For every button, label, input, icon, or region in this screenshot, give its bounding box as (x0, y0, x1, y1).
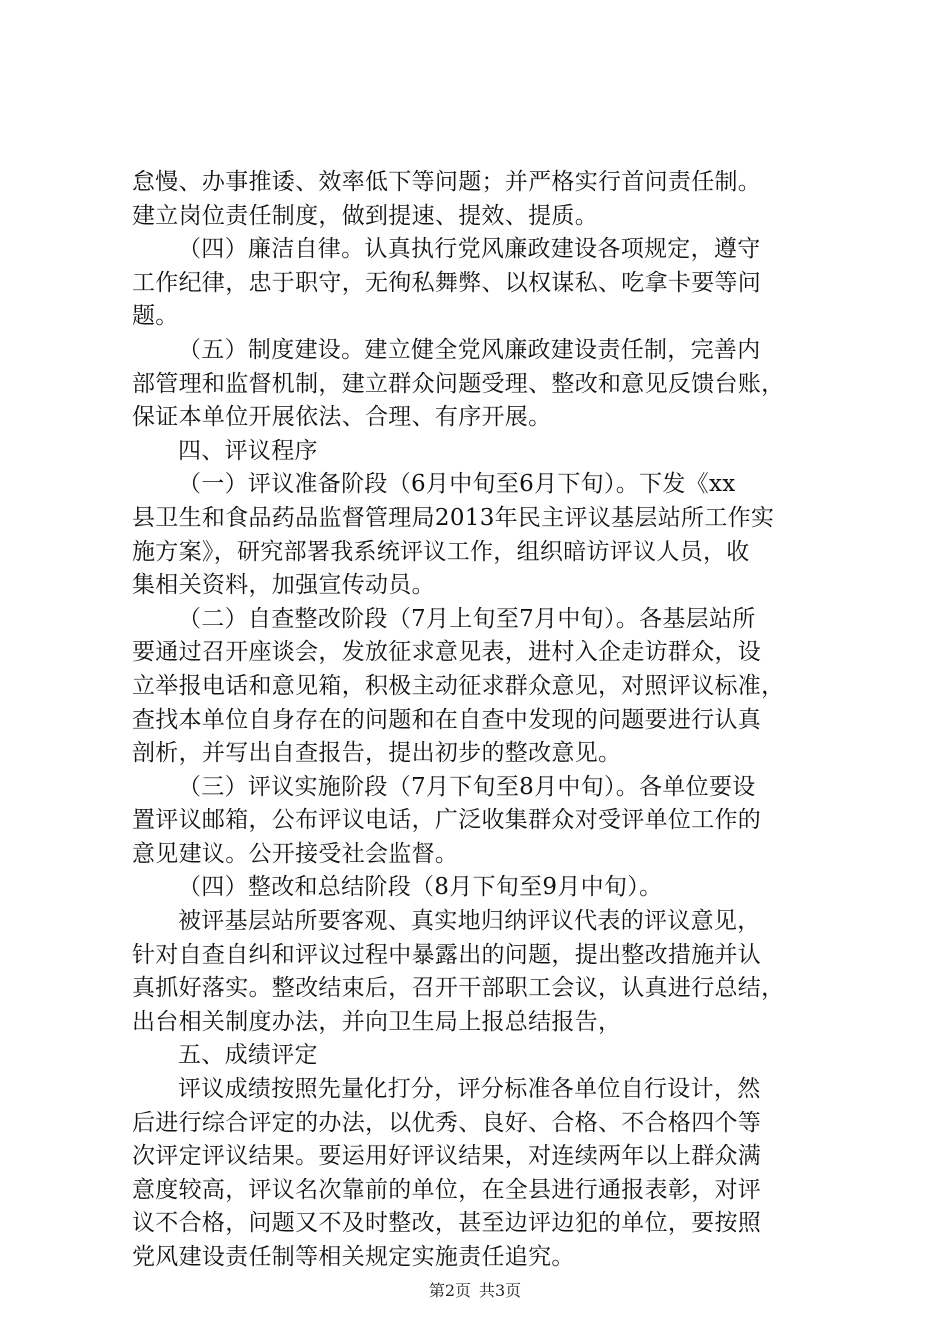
text-line: 剖析，并写出自查报告，提出初步的整改意见。 (132, 740, 622, 767)
text-line: 议不合格，问题又不及时整改，甚至边评边犯的单位，要按照 (132, 1210, 762, 1237)
page-total: 共3页 (479, 1281, 522, 1300)
text-line: 保证本单位开展依法、合理、有序开展。 (132, 404, 552, 431)
text-line: 置评议邮箱，公布评议电话，广泛收集群众对受评单位工作的 (132, 807, 762, 834)
text-line: 党风建设责任制等相关规定实施责任追究。 (132, 1244, 575, 1270)
section-heading: 五、成绩评定 (178, 1042, 318, 1069)
text-line: 要通过召开座谈会，发放征求意见表，进村入企走访群众，设 (132, 639, 762, 666)
text-line: 怠慢、办事推诿、效率低下等问题；并严格实行首问责任制。 (132, 169, 762, 195)
page-footer (0, 1278, 950, 1301)
text-line: 次评定评议结果。要运用好评议结果，对连续两年以上群众满 (132, 1143, 762, 1170)
text-line: 出台相关制度办法，并向卫生局上报总结报告， (132, 1008, 622, 1035)
section-heading: 四、评议程序 (178, 437, 318, 464)
text-line: 工作纪律，忠于职守，无徇私舞弊、以权谋私、吃拿卡要等问 (132, 269, 762, 296)
text-line: （五）制度建设。建立健全党风廉政建设责任制，完善内 (178, 336, 761, 363)
text-line: 意度较高，评议名次靠前的单位，在全县进行通报表彰，对评 (132, 1176, 762, 1203)
text-line: 评议成绩按照先量化打分，评分标准各单位自行设计，然 (178, 1076, 761, 1103)
text-line: 县卫生和食品药品监督管理局2013年民主评议基层站所工作实 (132, 504, 775, 531)
text-line: 立举报电话和意见箱，积极主动征求群众意见，对照评议标准， (132, 672, 785, 699)
text-line: （二）自查整改阶段（7月上旬至7月中旬）。各基层站所 (178, 605, 756, 632)
text-line: 查找本单位自身存在的问题和在自查中发现的问题要进行认真 (132, 706, 762, 733)
text-line: 被评基层站所要客观、真实地归纳评议代表的评议意见， (178, 908, 761, 935)
text-line: 意见建议。公开接受社会监督。 (132, 840, 459, 867)
text-line: 部管理和监督机制，建立群众问题受理、整改和意见反馈台账， (132, 370, 785, 397)
text-line: （一）评议准备阶段（6月中旬至6月下旬）。下发《xx (178, 471, 736, 498)
text-line: 针对自查自纠和评议过程中暴露出的问题，提出整改措施并认 (132, 941, 762, 968)
text-line: 集相关资料，加强宣传动员。 (132, 572, 435, 599)
page-number: 第2页 (428, 1281, 471, 1300)
document-body (132, 166, 847, 1275)
text-line: 施方案》，研究部署我系统评议工作，组织暗访评议人员，收 (132, 538, 750, 565)
text-line: （四）廉洁自律。认真执行党风廉政建设各项规定，遵守 (178, 236, 761, 263)
text-line: 后进行综合评定的办法，以优秀、良好、合格、不合格四个等 (132, 1109, 762, 1136)
text-line: 建立岗位责任制度，做到提速、提效、提质。 (132, 202, 598, 229)
text-line: 真抓好落实。整改结束后，召开干部职工会议，认真进行总结， (132, 975, 785, 1002)
text-line: （三）评议实施阶段（7月下旬至8月中旬）。各单位要设 (178, 773, 756, 800)
text-line: 题。 (132, 303, 179, 330)
text-line: （四）整改和总结阶段（8月下旬至9月中旬）。 (178, 874, 663, 901)
